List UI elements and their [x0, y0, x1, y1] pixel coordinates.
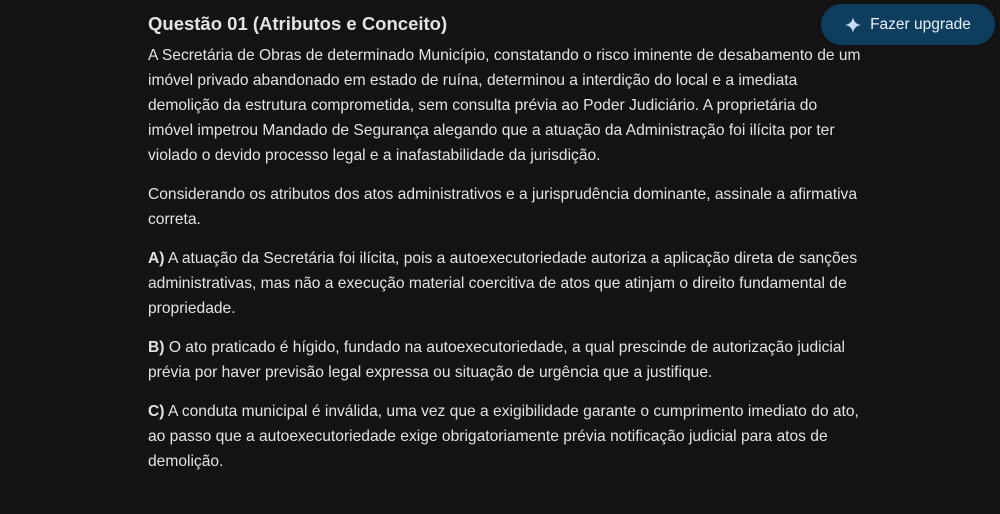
option-text: O ato praticado é hígido, fundado na autoexecutoriedade, a qual prescinde de autorização judicial prévia por haver previsão legal expressa ou situação de urgência que a justifique.: [148, 339, 846, 381]
question-prompt: Considerando os atributos dos atos administrativos e a jurisprudência dominante, assinale a afirmativa correta.: [148, 186, 858, 228]
option-letter: C): [148, 403, 165, 420]
option-b: [148, 335, 864, 385]
option-text: A conduta municipal é inválida, uma vez que a exigibilidade garante o cumprimento imediato do ato, ao passo que a autoexecutoriedade exige obrigatoriamente prévia notificação judicial para atos de demolição.: [148, 403, 859, 470]
option-letter: A): [148, 250, 165, 267]
question-title: Questão 01 (Atributos e Conceito): [148, 13, 448, 34]
option-a: [148, 246, 864, 321]
upgrade-label: Fazer upgrade: [870, 15, 971, 33]
message-content: [148, 11, 864, 474]
option-letter: B): [148, 339, 165, 356]
question-statement: A Secretária de Obras de determinado Município, constatando o risco iminente de desabamento de um imóvel privado abandonado em estado de ruína, determinou a interdição do local e a imediata demolição da estrutura comprometida, sem consulta prévia ao Poder Judiciário. A proprietária do imóvel impetrou Mandado de Segurança alegando que a atuação da Administração foi ilícita por ter violado o devido processo legal e a inafastabilidade da jurisdição.: [148, 47, 861, 164]
option-text: A atuação da Secretária foi ilícita, pois a autoexecutoriedade autoriza a aplicação direta de sanções administrativas, mas não a execução material coercitiva de atos que atinjam o direito fundamental de propriedade.: [148, 250, 858, 317]
option-c: [148, 399, 864, 474]
